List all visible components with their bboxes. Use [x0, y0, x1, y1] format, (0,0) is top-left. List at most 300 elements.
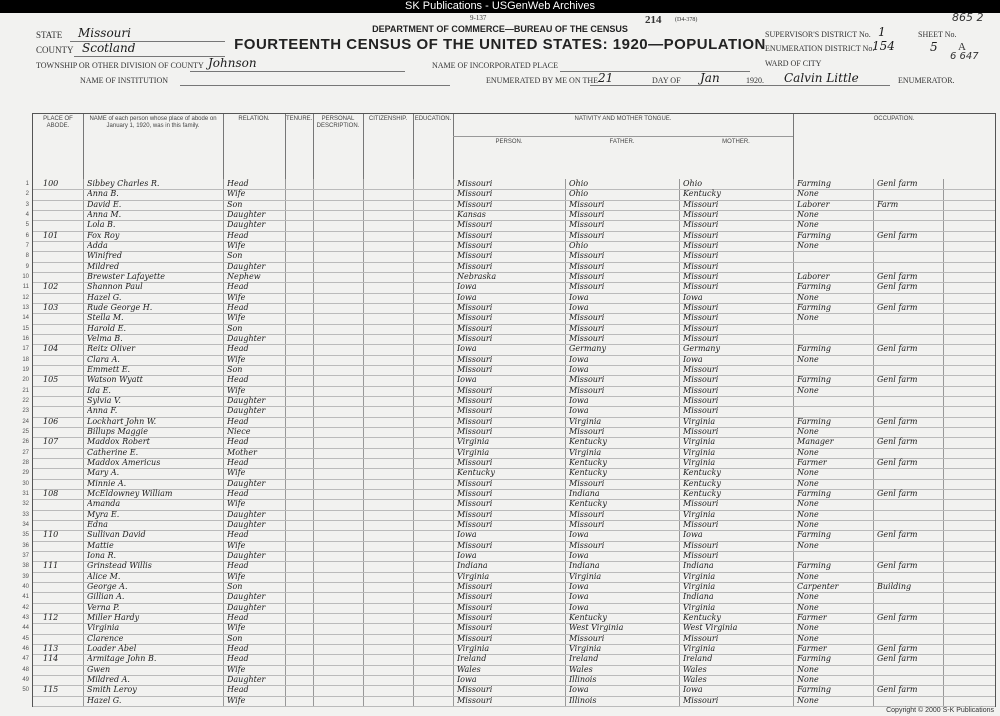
- sheet-side: A: [958, 41, 966, 53]
- cell-rel: Head: [227, 437, 249, 447]
- cell-occ: None: [797, 313, 819, 323]
- column-nativity: NATIVITY AND MOTHER TONGUE. PERSON. FATHER. MOTHER.: [453, 114, 794, 179]
- cell-occ: Farming: [797, 530, 832, 540]
- cell-bp: Missouri: [457, 623, 493, 633]
- cell-rel: Head: [227, 303, 249, 312]
- cell-dw: 105: [43, 375, 59, 385]
- cell-rel: Wife: [227, 354, 246, 364]
- cell-occ: Farming: [797, 230, 832, 240]
- cell-name: Billups Maggie: [87, 427, 148, 436]
- cell-dw: 107: [43, 437, 59, 447]
- cell-mbp: Missouri: [683, 365, 719, 374]
- cell-mbp: Virginia: [683, 509, 716, 519]
- cell-rel: Wife: [227, 664, 246, 674]
- row-number: 1: [25, 181, 29, 187]
- cell-fbp: Iowa: [569, 396, 589, 405]
- cell-dw: 110: [43, 530, 59, 540]
- cell-fbp: Iowa: [569, 530, 589, 540]
- cell-dw: 115: [43, 685, 59, 695]
- enumerator-name: Calvin Little: [784, 71, 859, 85]
- ward-label: WARD OF CITY: [765, 59, 822, 68]
- cell-name: Lockhart John W.: [87, 416, 157, 426]
- cell-fbp: Iowa: [569, 406, 589, 416]
- cell-name: Myra E.: [87, 509, 120, 519]
- cell-mbp: Missouri: [683, 520, 719, 529]
- cell-occ: Farming: [797, 654, 832, 664]
- cell-name: Anna B.: [87, 189, 119, 199]
- cell-name: Mattie: [87, 540, 114, 550]
- cell-mbp: Virginia: [683, 416, 716, 426]
- cell-rel: Head: [227, 613, 249, 622]
- cell-mbp: Ireland: [683, 654, 713, 664]
- cell-occ: None: [797, 354, 819, 364]
- department-heading: DEPARTMENT OF COMMERCE—BUREAU OF THE CENSUS: [372, 24, 628, 34]
- cell-dw: 104: [43, 344, 59, 354]
- cell-mbp: Missouri: [683, 251, 719, 261]
- cell-occ: None: [797, 468, 819, 478]
- cell-name: Iona R.: [87, 551, 117, 560]
- row-number: 15: [22, 325, 29, 332]
- cell-mbp: Missouri: [683, 210, 719, 219]
- cell-bp: Missouri: [457, 406, 493, 416]
- cell-mbp: Missouri: [683, 272, 719, 281]
- cell-name: Loader Abel: [87, 644, 137, 653]
- cell-fbp: Virginia: [569, 644, 602, 653]
- cell-name: Amanda: [87, 499, 121, 509]
- cell-fbp: Missouri: [569, 385, 605, 395]
- row-number: 20: [22, 377, 29, 384]
- cell-fbp: Missouri: [569, 509, 605, 519]
- cell-fbp: West Virginia: [569, 623, 624, 633]
- row-number: 46: [22, 646, 29, 652]
- row-number: 50: [22, 687, 29, 694]
- cell-mbp: Missouri: [683, 540, 719, 550]
- row-number: 3: [25, 201, 29, 208]
- cell-fbp: Missouri: [569, 251, 605, 261]
- cell-rel: Daughter: [227, 602, 266, 612]
- cell-mbp: Kentucky: [683, 468, 721, 478]
- cell-name: Minnie A.: [87, 478, 127, 488]
- cell-occ: None: [797, 189, 819, 199]
- cell-fbp: Missouri: [569, 282, 605, 292]
- row-number: 38: [22, 563, 29, 570]
- cell-rel: Son: [227, 582, 243, 591]
- row-number: 12: [22, 294, 29, 301]
- cell-occ: None: [797, 675, 819, 684]
- census-grid: [22, 113, 996, 707]
- cell-bp: Missouri: [457, 458, 493, 467]
- cell-name: Anna F.: [87, 406, 118, 416]
- cell-rel: Wife: [227, 623, 246, 633]
- cell-fbp: Missouri: [569, 261, 605, 271]
- cell-name: Anna M.: [87, 210, 122, 219]
- cell-mbp: Virginia: [683, 447, 716, 457]
- row-number: 35: [22, 532, 29, 539]
- cell-name: Velma B.: [87, 334, 123, 343]
- cell-occ: None: [797, 499, 819, 509]
- county-value: Scotland: [82, 41, 136, 55]
- cell-fbp: Indiana: [569, 561, 600, 571]
- cell-bp: Missouri: [457, 220, 493, 230]
- cell-mbp: Ohio: [683, 179, 703, 188]
- cell-mbp: Kentucky: [683, 489, 721, 498]
- cell-rel: Head: [227, 416, 249, 426]
- cell-ind: Genl farm: [877, 282, 918, 292]
- cell-name: Rude George H.: [87, 303, 153, 312]
- enumerated-label: ENUMERATED BY ME ON THE: [486, 76, 598, 85]
- cell-name: Maddox Americus: [87, 458, 161, 467]
- cell-name: Fox Roy: [87, 230, 120, 240]
- cell-rel: Wife: [227, 385, 246, 395]
- cell-bp: Ireland: [457, 654, 487, 664]
- cell-occ: Laborer: [797, 272, 830, 281]
- cell-mbp: Germany: [683, 344, 720, 354]
- cell-fbp: Kentucky: [569, 613, 607, 622]
- supervisor-district-value: 1: [878, 25, 886, 39]
- cell-ind: Farm: [877, 199, 899, 209]
- cell-occ: None: [797, 633, 819, 643]
- cell-ind: Genl farm: [877, 179, 918, 188]
- cell-name: Smith Leroy: [87, 685, 137, 695]
- archive-banner: SK Publications - USGenWeb Archives: [0, 0, 1000, 13]
- cell-rel: Head: [227, 179, 249, 188]
- cell-bp: Nebraska: [457, 272, 497, 281]
- cell-rel: Head: [227, 230, 249, 240]
- cell-rel: Niece: [227, 427, 251, 436]
- row-number: 10: [22, 274, 29, 280]
- row-number: 43: [22, 615, 29, 621]
- cell-name: Watson Wyatt: [87, 375, 143, 385]
- cell-ind: Genl farm: [877, 489, 918, 498]
- row-number: 31: [22, 491, 29, 497]
- row-number: 5: [25, 222, 29, 229]
- enumeration-district-label: ENUMERATION DISTRICT No.: [765, 44, 875, 53]
- row-number: 2: [25, 191, 29, 198]
- cell-bp: Missouri: [457, 303, 493, 312]
- cell-bp: Missouri: [457, 427, 493, 436]
- cell-occ: Laborer: [797, 199, 830, 209]
- cell-bp: Kansas: [457, 210, 486, 219]
- cell-mbp: Kentucky: [683, 189, 721, 199]
- cell-occ: None: [797, 210, 819, 219]
- cell-name: Edna: [87, 520, 108, 529]
- cell-fbp: Illinois: [569, 695, 597, 705]
- row-number: 22: [22, 398, 29, 404]
- row-number: 40: [22, 584, 29, 590]
- cell-bp: Iowa: [457, 282, 477, 292]
- cell-fbp: Iowa: [569, 303, 589, 312]
- cell-rel: Head: [227, 458, 249, 467]
- cell-fbp: Ireland: [569, 654, 599, 664]
- cell-rel: Daughter: [227, 675, 266, 684]
- row-number: 30: [22, 480, 29, 487]
- cell-mbp: Missouri: [683, 499, 719, 509]
- cell-name: Alice M.: [87, 571, 121, 581]
- cell-fbp: Kentucky: [569, 458, 607, 467]
- cell-ind: Genl farm: [877, 416, 918, 426]
- cell-rel: Daughter: [227, 261, 266, 271]
- cell-rel: Daughter: [227, 220, 266, 230]
- cell-mbp: Indiana: [683, 592, 714, 602]
- cell-bp: Kentucky: [457, 468, 495, 478]
- cell-fbp: Missouri: [569, 272, 605, 281]
- cell-rel: Head: [227, 654, 249, 664]
- cell-dw: 103: [43, 303, 59, 312]
- cell-occ: Farming: [797, 179, 832, 188]
- cell-ind: Genl farm: [877, 561, 918, 571]
- cell-rel: Head: [227, 644, 249, 653]
- column-mother: MOTHER.: [722, 139, 750, 145]
- cell-occ: Farming: [797, 282, 832, 292]
- cell-fbp: Missouri: [569, 220, 605, 230]
- cell-rel: Head: [227, 685, 249, 695]
- cell-mbp: Virginia: [683, 437, 716, 447]
- cell-bp: Iowa: [457, 344, 477, 354]
- cell-fbp: Missouri: [569, 313, 605, 323]
- cell-mbp: Missouri: [683, 406, 719, 416]
- cell-occ: Farming: [797, 303, 832, 312]
- row-number: 19: [22, 367, 29, 373]
- cell-rel: Daughter: [227, 334, 266, 343]
- cell-name: Lola B.: [87, 220, 116, 230]
- cell-mbp: Missouri: [683, 385, 719, 395]
- cell-mbp: Iowa: [683, 685, 703, 695]
- row-number: 39: [22, 573, 29, 580]
- cell-bp: Missouri: [457, 695, 493, 705]
- cell-occ: None: [797, 695, 819, 705]
- cell-fbp: Iowa: [569, 354, 589, 364]
- cell-name: Sylvia V.: [87, 396, 121, 405]
- handwritten-stamp-right: 6 647: [950, 51, 979, 62]
- cell-occ: None: [797, 509, 819, 519]
- row-number: 18: [22, 356, 29, 363]
- cell-rel: Son: [227, 365, 243, 374]
- cell-bp: Missouri: [457, 520, 493, 529]
- cell-name: Mary A.: [87, 468, 120, 478]
- cell-rel: Wife: [227, 313, 246, 323]
- row-number: 48: [22, 666, 29, 673]
- cell-fbp: Wales: [569, 664, 593, 674]
- cell-bp: Missouri: [457, 602, 493, 612]
- cell-mbp: Iowa: [683, 530, 703, 540]
- cell-occ: None: [797, 447, 819, 457]
- cell-ind: Genl farm: [877, 644, 918, 653]
- row-number: 45: [22, 635, 29, 642]
- cell-occ: Farming: [797, 375, 832, 385]
- cell-occ: Farmer: [797, 613, 827, 622]
- cell-mbp: Missouri: [683, 695, 719, 705]
- enumeration-month: Jan: [700, 71, 720, 85]
- cell-rel: Nephew: [227, 272, 261, 281]
- cell-bp: Virginia: [457, 644, 490, 653]
- cell-fbp: Missouri: [569, 633, 605, 643]
- cell-fbp: Indiana: [569, 489, 600, 498]
- cell-name: David E.: [87, 199, 122, 209]
- cell-name: Hazel G.: [87, 695, 122, 705]
- cell-ind: Genl farm: [877, 344, 918, 354]
- cell-ind: Genl farm: [877, 685, 918, 695]
- cell-dw: 108: [43, 489, 59, 498]
- cell-bp: Missouri: [457, 385, 493, 395]
- cell-occ: Farming: [797, 344, 832, 354]
- form-number: 9-137: [470, 14, 487, 22]
- cell-occ: None: [797, 478, 819, 488]
- cell-rel: Daughter: [227, 396, 266, 405]
- table-row: [33, 696, 995, 707]
- cell-name: Winifred: [87, 251, 122, 261]
- cell-ind: Genl farm: [877, 375, 918, 385]
- cell-mbp: Wales: [683, 675, 707, 684]
- cell-mbp: Missouri: [683, 313, 719, 323]
- cell-fbp: Virginia: [569, 447, 602, 457]
- cell-mbp: West Virginia: [683, 623, 738, 633]
- cell-bp: Missouri: [457, 261, 493, 271]
- cell-rel: Wife: [227, 241, 246, 250]
- enumeration-district-value: 154: [872, 39, 895, 53]
- cell-mbp: Iowa: [683, 292, 703, 302]
- cell-fbp: Kentucky: [569, 499, 607, 509]
- cell-ind: Building: [877, 582, 912, 591]
- row-number: 14: [22, 315, 29, 322]
- cell-rel: Daughter: [227, 478, 266, 488]
- cell-occ: None: [797, 540, 819, 550]
- cell-rel: Wife: [227, 540, 246, 550]
- cell-occ: None: [797, 220, 819, 230]
- cell-bp: Missouri: [457, 230, 493, 240]
- cell-fbp: Missouri: [569, 199, 605, 209]
- row-number: 29: [22, 470, 29, 477]
- cell-bp: Missouri: [457, 396, 493, 405]
- cell-occ: Farming: [797, 489, 832, 498]
- row-number: 6: [25, 232, 29, 239]
- cell-mbp: Missouri: [683, 334, 719, 343]
- cell-mbp: Kentucky: [683, 478, 721, 488]
- row-number: 13: [22, 305, 29, 311]
- column-occupation: OCCUPATION.: [873, 116, 915, 122]
- supervisor-district-label: SUPERVISOR'S DISTRICT No.: [765, 30, 871, 39]
- township-label: TOWNSHIP OR OTHER DIVISION OF COUNTY: [36, 61, 204, 70]
- cell-mbp: Iowa: [683, 354, 703, 364]
- row-number: 25: [22, 429, 29, 435]
- row-number: 32: [22, 501, 29, 508]
- cell-name: Harold E.: [87, 323, 126, 333]
- cell-occ: Farming: [797, 416, 832, 426]
- cell-mbp: Missouri: [683, 241, 719, 250]
- cell-rel: Daughter: [227, 210, 266, 219]
- cell-bp: Missouri: [457, 582, 493, 591]
- cell-bp: Missouri: [457, 241, 493, 250]
- cell-occ: Farming: [797, 685, 832, 695]
- cell-mbp: Virginia: [683, 602, 716, 612]
- cell-bp: Virginia: [457, 447, 490, 457]
- cell-rel: Head: [227, 530, 249, 540]
- cell-rel: Head: [227, 282, 249, 292]
- cell-bp: Missouri: [457, 592, 493, 602]
- row-number: 9: [25, 263, 29, 270]
- cell-rel: Wife: [227, 468, 246, 478]
- column-personal-description: PERSONAL DESCRIPTION.: [313, 114, 364, 179]
- row-number: 37: [22, 553, 29, 559]
- column-tenure: TENURE.: [285, 114, 314, 179]
- cell-ind: Genl farm: [877, 530, 918, 540]
- cell-bp: Missouri: [457, 323, 493, 333]
- cell-fbp: Kentucky: [569, 468, 607, 478]
- cell-rel: Head: [227, 344, 249, 354]
- cell-mbp: Missouri: [683, 220, 719, 230]
- cell-mbp: Kentucky: [683, 613, 721, 622]
- cell-fbp: Illinois: [569, 675, 597, 684]
- cell-dw: 111: [43, 561, 59, 571]
- cell-ind: Genl farm: [877, 303, 918, 312]
- cell-occ: None: [797, 571, 819, 581]
- cell-bp: Iowa: [457, 375, 477, 385]
- cell-mbp: Missouri: [683, 230, 719, 240]
- cell-occ: None: [797, 623, 819, 633]
- cell-fbp: Ohio: [569, 179, 589, 188]
- cell-bp: Missouri: [457, 189, 493, 199]
- cell-occ: Carpenter: [797, 582, 839, 591]
- column-place-of-abode: PLACE OF ABODE.: [33, 114, 84, 179]
- cell-name: Reitz Oliver: [87, 344, 136, 354]
- cell-fbp: Iowa: [569, 602, 589, 612]
- cell-mbp: Virginia: [683, 571, 716, 581]
- cell-bp: Missouri: [457, 685, 493, 695]
- cell-bp: Virginia: [457, 571, 490, 581]
- sheet-number: 5: [930, 40, 938, 54]
- cell-fbp: Missouri: [569, 323, 605, 333]
- row-number: 8: [25, 253, 29, 260]
- cell-mbp: Missouri: [683, 427, 719, 436]
- cell-name: Clara A.: [87, 354, 120, 364]
- cell-dw: 106: [43, 416, 59, 426]
- row-number: 11: [22, 284, 29, 291]
- census-sheet: [0, 13, 1000, 716]
- row-number: 7: [25, 243, 29, 249]
- cell-rel: Son: [227, 199, 243, 209]
- cell-mbp: Indiana: [683, 561, 714, 571]
- cell-bp: Indiana: [457, 561, 488, 571]
- cell-mbp: Missouri: [683, 282, 719, 292]
- cell-rel: Wife: [227, 189, 246, 199]
- copyright-footer: Copyright © 2000 S-K Publications: [886, 707, 994, 714]
- row-number: 16: [22, 336, 29, 342]
- cell-bp: Missouri: [457, 613, 493, 622]
- page-number: 214: [645, 14, 662, 26]
- row-number: 26: [22, 439, 29, 446]
- cell-bp: Iowa: [457, 551, 477, 560]
- row-number: 47: [22, 656, 29, 663]
- cell-rel: Daughter: [227, 509, 266, 519]
- cell-fbp: Iowa: [569, 365, 589, 374]
- cell-mbp: Wales: [683, 664, 707, 674]
- cell-bp: Missouri: [457, 478, 493, 488]
- cell-name: George A.: [87, 582, 128, 591]
- cell-fbp: Iowa: [569, 582, 589, 591]
- row-number: 44: [22, 625, 29, 632]
- state-value: Missouri: [78, 26, 131, 40]
- cell-bp: Missouri: [457, 416, 493, 426]
- column-relation: RELATION.: [223, 114, 286, 179]
- cell-ind: Genl farm: [877, 613, 918, 622]
- row-number: 17: [22, 346, 29, 353]
- cell-name: Stella M.: [87, 313, 124, 323]
- cell-mbp: Missouri: [683, 375, 719, 385]
- cell-rel: Son: [227, 323, 243, 333]
- row-number: 41: [22, 594, 29, 601]
- cell-mbp: Missouri: [683, 261, 719, 271]
- cell-fbp: Iowa: [569, 685, 589, 695]
- cell-name: Virginia: [87, 623, 120, 633]
